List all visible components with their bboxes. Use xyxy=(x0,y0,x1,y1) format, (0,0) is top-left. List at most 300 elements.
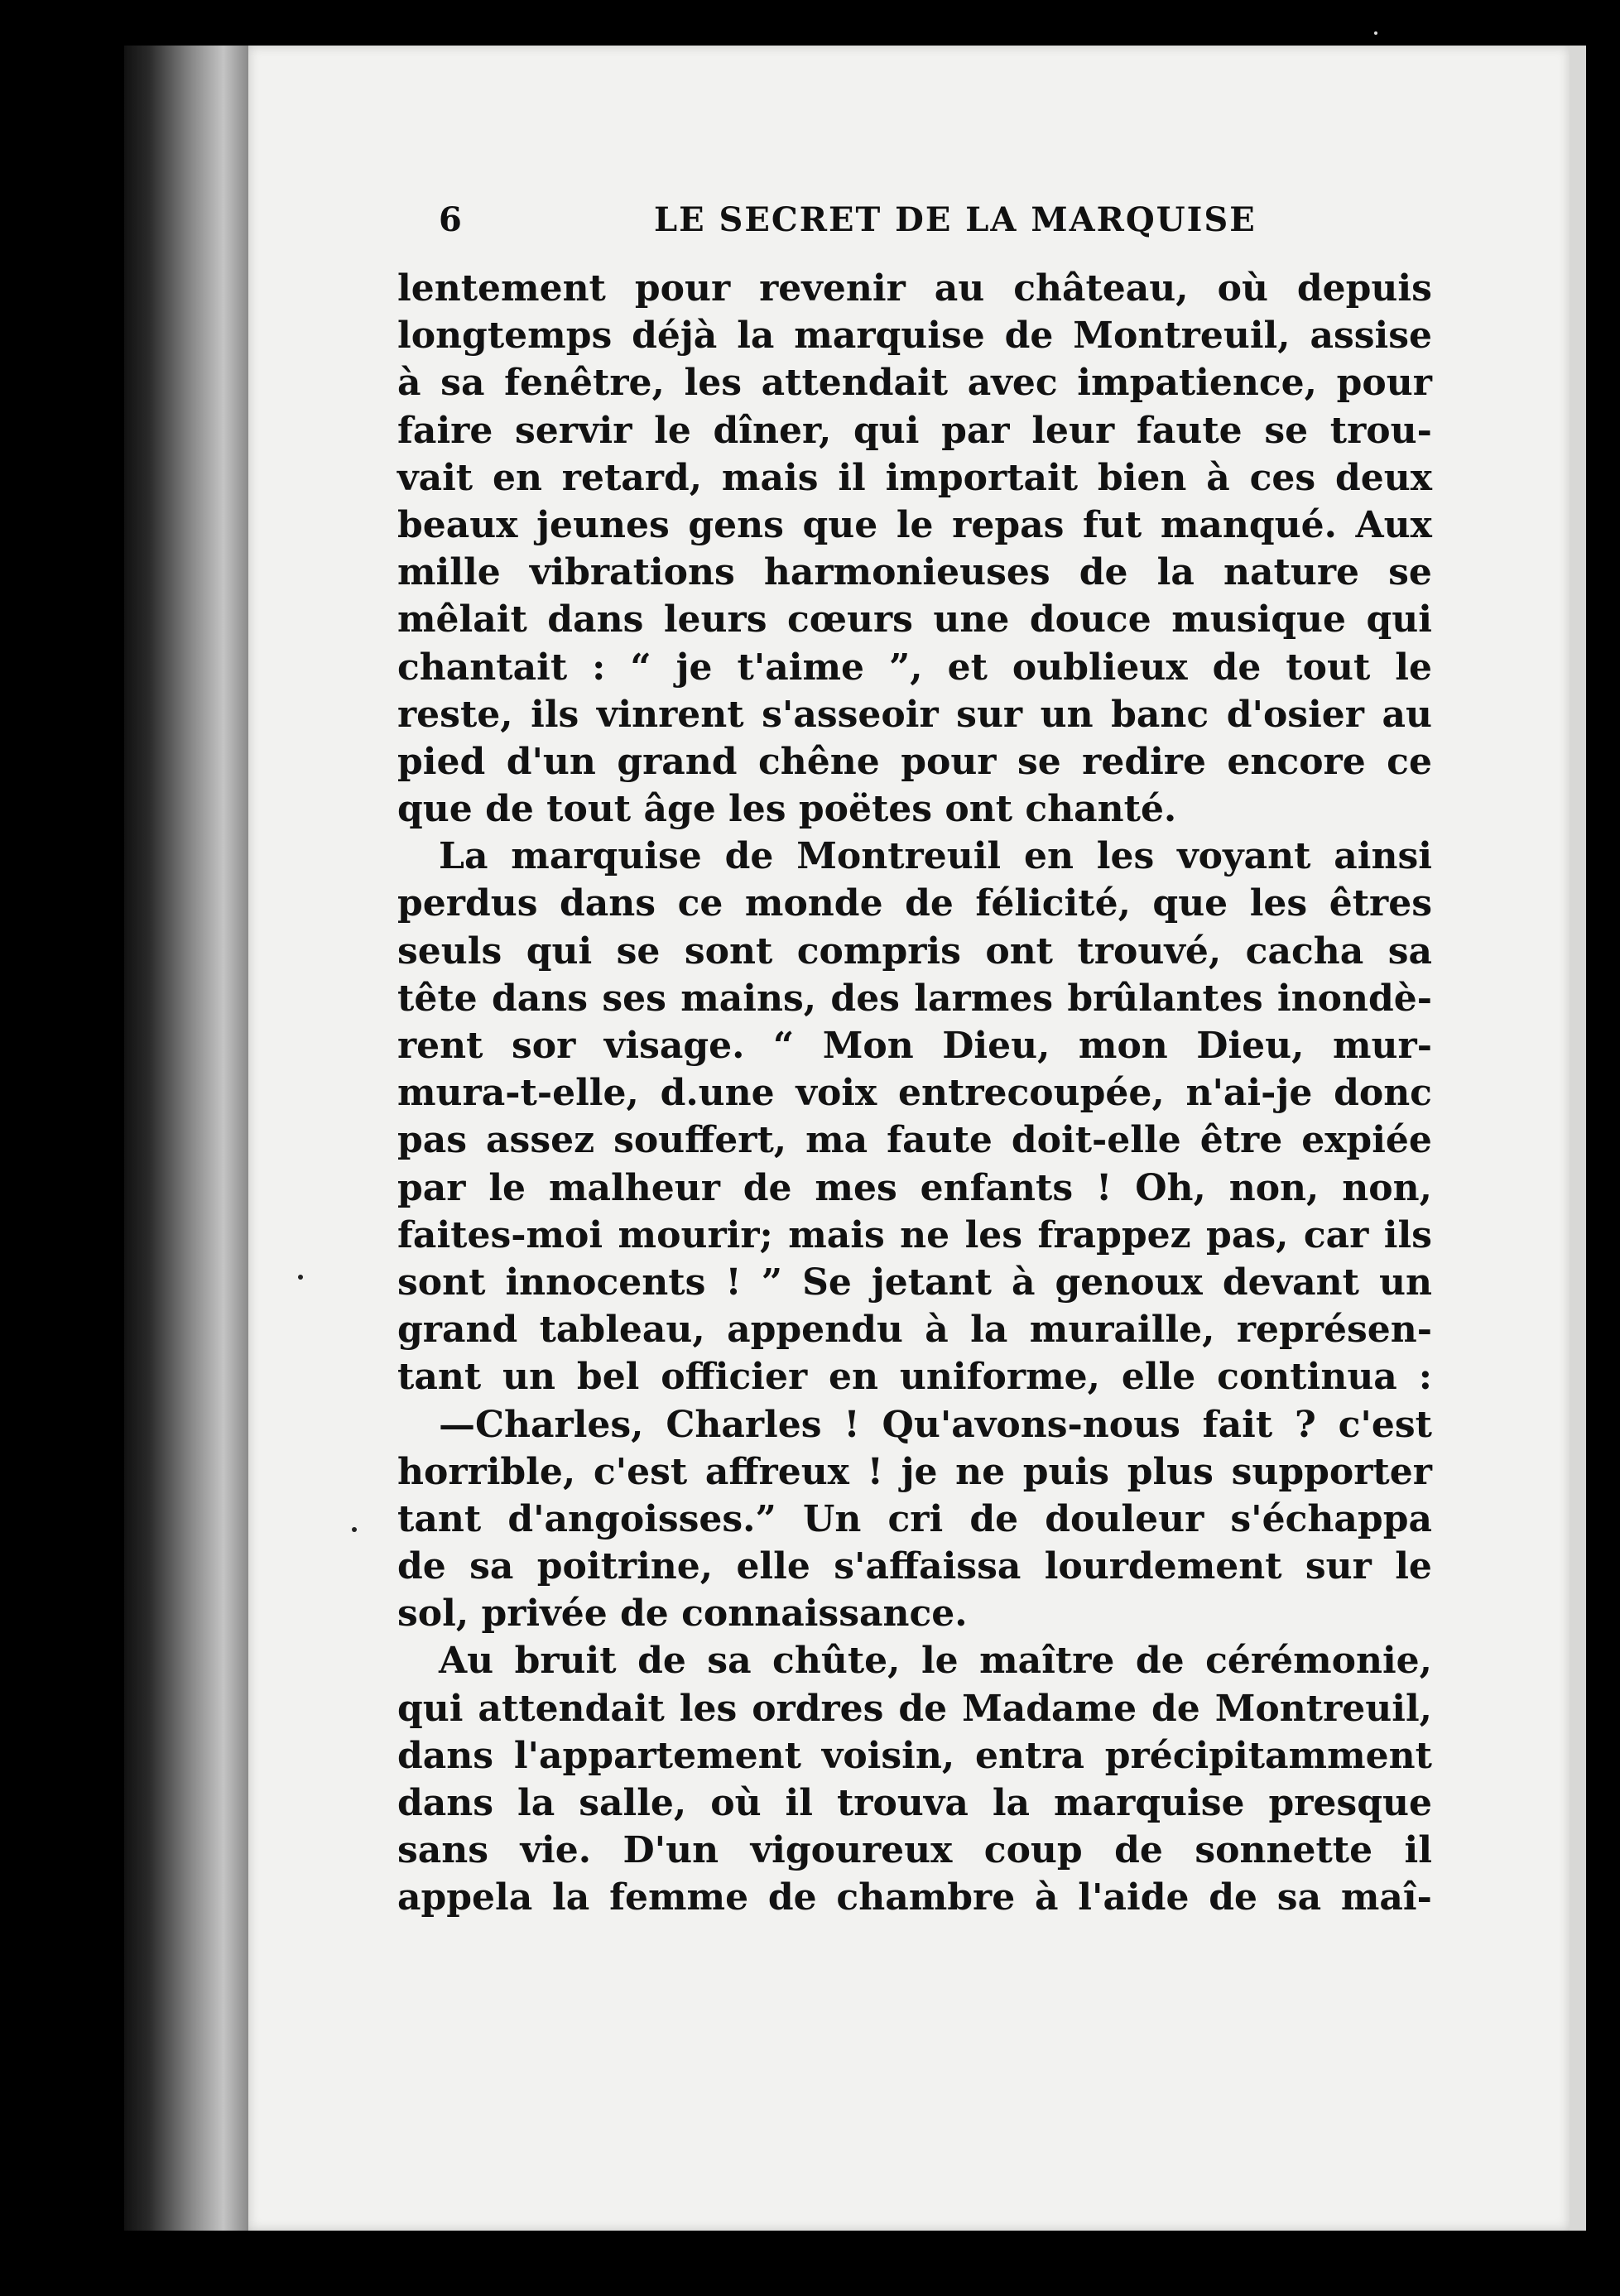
text-line xyxy=(397,1827,1432,1874)
word: de xyxy=(1079,551,1128,594)
word: s'asseoir xyxy=(762,693,939,736)
word: douleur xyxy=(1045,1497,1204,1540)
word: “ xyxy=(630,646,651,689)
word: à xyxy=(925,1309,949,1352)
word: lentement xyxy=(397,267,606,310)
word: grand xyxy=(617,740,738,783)
word: un xyxy=(502,1356,556,1399)
text-line xyxy=(397,1022,1432,1069)
text-line xyxy=(397,1448,1432,1496)
page-header xyxy=(439,200,1432,250)
word: sans xyxy=(397,1829,489,1872)
word: musique xyxy=(1171,598,1346,641)
word: encore xyxy=(1227,740,1366,783)
word: depuis xyxy=(1296,267,1432,310)
word: pas xyxy=(397,1119,468,1162)
word: les xyxy=(684,362,742,405)
page-edge xyxy=(1570,46,1586,2231)
word: ma xyxy=(805,1119,868,1162)
word: Montreuil, xyxy=(1214,1687,1432,1730)
word: la xyxy=(992,1782,1031,1824)
word: Madame xyxy=(962,1687,1137,1730)
word: devant xyxy=(1222,1261,1359,1304)
word: l'aide xyxy=(1078,1876,1190,1919)
word: marquise xyxy=(794,315,985,358)
word: Au xyxy=(439,1640,494,1683)
word: retard, xyxy=(561,456,703,499)
word: ? xyxy=(1294,1403,1316,1446)
word: la xyxy=(517,1782,555,1824)
text-line xyxy=(397,1685,1432,1732)
word: tout xyxy=(1286,646,1371,689)
text-line xyxy=(397,1353,1432,1400)
word: à xyxy=(1011,1261,1036,1304)
word: ces xyxy=(1249,456,1316,499)
word: ses xyxy=(602,977,666,1020)
word: mains, xyxy=(680,977,817,1020)
word: ne xyxy=(900,1213,950,1256)
word: donc xyxy=(1334,1072,1432,1115)
scan-speck xyxy=(1374,31,1377,35)
text-line xyxy=(397,265,1432,312)
word: expiée xyxy=(1301,1119,1432,1162)
word: Aux xyxy=(1355,503,1432,546)
word: mais xyxy=(788,1213,885,1256)
word: souffert, xyxy=(613,1119,787,1162)
word: sont xyxy=(397,1261,486,1304)
scan-speck xyxy=(352,1527,357,1532)
word: s'affaissa xyxy=(834,1545,1022,1588)
word: êtres xyxy=(1329,882,1432,925)
word: faute xyxy=(1136,409,1243,452)
word: mes xyxy=(815,1166,897,1209)
word: se xyxy=(1264,409,1309,452)
word: Dieu, xyxy=(942,1025,1050,1067)
word: en xyxy=(1023,835,1074,878)
word: où xyxy=(710,1782,762,1824)
text-line xyxy=(397,1496,1432,1543)
word: inondè- xyxy=(1276,977,1432,1020)
word: que xyxy=(1152,882,1228,925)
body-text xyxy=(397,265,1432,1922)
word: marquise xyxy=(1054,1782,1245,1824)
word: mais xyxy=(721,456,819,499)
text-line xyxy=(397,1069,1432,1117)
word: ” xyxy=(761,1261,783,1304)
word: par xyxy=(397,1166,466,1209)
word: elle xyxy=(736,1545,810,1588)
word: sont xyxy=(684,929,773,973)
word: Montreuil xyxy=(796,835,1002,878)
word: le xyxy=(488,1166,526,1209)
word: mur- xyxy=(1332,1025,1432,1067)
word: ! xyxy=(1095,1166,1113,1209)
word: jeunes xyxy=(536,503,670,546)
word: fut xyxy=(1082,503,1142,546)
word: sur xyxy=(956,693,1023,736)
word: presque xyxy=(1268,1782,1432,1824)
word: appendu xyxy=(727,1309,903,1352)
word: de xyxy=(397,1545,446,1588)
word: bruit xyxy=(514,1640,617,1683)
word: monde xyxy=(744,882,883,925)
word: vie. xyxy=(520,1829,592,1872)
word: de xyxy=(1212,646,1262,689)
word: puis xyxy=(1022,1450,1110,1493)
scan-speck xyxy=(298,1275,303,1280)
word: d'osier xyxy=(1226,693,1364,736)
text-line xyxy=(397,1117,1432,1164)
word: bel xyxy=(576,1356,640,1399)
word: les xyxy=(1249,882,1308,925)
word: que xyxy=(802,503,878,546)
word: s'échappa xyxy=(1230,1497,1432,1540)
word: ont xyxy=(985,929,1054,973)
word: au xyxy=(1382,693,1432,736)
word: banc xyxy=(1111,693,1209,736)
word: voyant xyxy=(1177,835,1311,878)
word: mura-t-elle, xyxy=(397,1072,639,1115)
word: se xyxy=(1388,551,1432,594)
text-line xyxy=(397,644,1432,691)
word: le xyxy=(1395,1545,1432,1588)
word: de xyxy=(1209,1876,1258,1919)
word: au xyxy=(934,267,985,310)
word: faute xyxy=(887,1119,993,1162)
word: voix xyxy=(796,1072,877,1115)
word: cœurs xyxy=(786,598,913,641)
word: ! xyxy=(867,1450,883,1493)
word: ordres xyxy=(752,1687,884,1730)
word: les xyxy=(964,1213,1023,1256)
text-line xyxy=(397,1874,1432,1921)
word: qui xyxy=(1366,598,1432,641)
word: à xyxy=(397,362,421,405)
word: reste, xyxy=(397,693,513,736)
word: pas, xyxy=(1206,1213,1289,1256)
word: malheur xyxy=(548,1166,720,1209)
word: appela xyxy=(397,1876,533,1919)
text-line xyxy=(397,975,1432,1022)
word: mon xyxy=(1078,1025,1168,1067)
word: supporter xyxy=(1231,1450,1432,1493)
word: où xyxy=(1217,267,1268,310)
word: entra xyxy=(974,1734,1084,1777)
word: muraille, xyxy=(1029,1309,1215,1352)
word: redire xyxy=(1082,740,1206,783)
word: importait xyxy=(885,456,1079,499)
word: un xyxy=(1378,1261,1432,1304)
text-line xyxy=(397,1780,1432,1827)
book-gutter xyxy=(124,46,248,2231)
word: Qu'avons-nous xyxy=(882,1403,1180,1446)
word: dans xyxy=(560,882,656,925)
word: de xyxy=(905,882,954,925)
word: maître xyxy=(979,1640,1115,1683)
word: trouva xyxy=(836,1782,969,1824)
word: visage. xyxy=(603,1025,745,1067)
word: les xyxy=(1096,835,1155,878)
word: tête xyxy=(397,977,478,1020)
word: non, xyxy=(1228,1166,1320,1209)
word: vait xyxy=(397,456,474,499)
word: je xyxy=(901,1450,938,1493)
word: l'appartement xyxy=(513,1734,801,1777)
word: représen- xyxy=(1236,1309,1432,1352)
word: Montreuil, xyxy=(1073,315,1291,358)
word: vigoureux xyxy=(750,1829,953,1872)
word: des xyxy=(830,977,900,1020)
word: à xyxy=(1035,1876,1059,1919)
word: précipitamment xyxy=(1104,1734,1432,1777)
word: larmes xyxy=(914,977,1054,1020)
word: : xyxy=(1418,1356,1432,1399)
word: de xyxy=(969,1497,1019,1540)
word: en xyxy=(829,1356,879,1399)
word: félicité, xyxy=(975,882,1131,925)
text-line: sol, privée de connaissance. xyxy=(397,1592,968,1636)
word: avec xyxy=(967,362,1058,405)
word: bien xyxy=(1097,456,1187,499)
word: les xyxy=(679,1687,738,1730)
word: pied xyxy=(397,740,486,783)
word: harmonieuses xyxy=(763,551,1050,594)
word: la xyxy=(1156,551,1195,594)
word: le xyxy=(654,409,691,452)
word: tant xyxy=(397,1497,482,1540)
word: ce xyxy=(677,882,723,925)
text-line xyxy=(397,880,1432,927)
word: mille xyxy=(397,551,501,594)
word: n'ai-je xyxy=(1185,1072,1313,1115)
word: officier xyxy=(661,1356,808,1399)
word: innocents xyxy=(505,1261,706,1304)
word: repas xyxy=(952,503,1065,546)
word: d'angoisses.” xyxy=(507,1497,776,1540)
text-line xyxy=(397,1732,1432,1780)
word: cacha xyxy=(1245,929,1364,973)
word: deux xyxy=(1334,456,1432,499)
word: par xyxy=(941,409,1010,452)
word: tableau, xyxy=(539,1309,705,1352)
word: de xyxy=(898,1687,948,1730)
word: coup xyxy=(983,1829,1083,1872)
word: ne xyxy=(955,1450,1006,1493)
word: tant xyxy=(397,1356,482,1399)
word: sa xyxy=(469,1545,514,1588)
word: se xyxy=(616,929,661,973)
word: servir xyxy=(515,409,632,452)
word: dans xyxy=(491,977,589,1020)
text-line: que de tout âge les poëtes ont chanté. xyxy=(397,788,1177,831)
word: trou- xyxy=(1329,409,1432,452)
word: d'un xyxy=(506,740,596,783)
word: affreux xyxy=(704,1450,849,1493)
word: leur xyxy=(1031,409,1115,452)
text-line xyxy=(397,928,1432,975)
word: pour xyxy=(634,267,731,310)
word: Dieu, xyxy=(1196,1025,1305,1067)
word: vinrent xyxy=(596,693,744,736)
word: attendait xyxy=(761,362,949,405)
text-line xyxy=(397,407,1432,454)
word: ! xyxy=(844,1403,860,1446)
word: de xyxy=(637,1640,686,1683)
word: D'un xyxy=(623,1829,719,1872)
word: faire xyxy=(397,409,493,452)
word: sa xyxy=(1387,929,1432,973)
text-line xyxy=(397,1637,1432,1684)
word: et xyxy=(947,646,988,689)
word: ce xyxy=(1387,740,1432,783)
word: qui xyxy=(526,929,593,973)
word: : xyxy=(592,646,606,689)
word: sa xyxy=(707,1640,752,1683)
word: rent xyxy=(397,1025,483,1067)
word: fenêtre, xyxy=(504,362,665,405)
word: enfants xyxy=(920,1166,1074,1209)
word: doit-elle xyxy=(1011,1119,1181,1162)
word: douce xyxy=(1029,598,1151,641)
word: faites-moi xyxy=(397,1213,603,1256)
word: chêne xyxy=(758,740,880,783)
text-line xyxy=(397,691,1432,738)
word: château, xyxy=(1013,267,1189,310)
word: sor xyxy=(511,1025,576,1067)
word: le xyxy=(896,503,934,546)
word: sur xyxy=(1305,1545,1372,1588)
word: elle xyxy=(1121,1356,1196,1399)
word: qui xyxy=(853,409,920,452)
word: continua xyxy=(1217,1356,1397,1399)
word: de xyxy=(743,1166,792,1209)
word: horrible, xyxy=(397,1450,576,1493)
text-line xyxy=(397,502,1432,549)
word: sa xyxy=(440,362,485,405)
word: de xyxy=(1151,1687,1200,1730)
word: Oh, xyxy=(1135,1166,1206,1209)
word: de xyxy=(767,1876,817,1919)
word: compris xyxy=(796,929,961,973)
word: t'aime xyxy=(737,646,865,689)
word: Charles xyxy=(666,1403,822,1446)
word: ils xyxy=(1383,1213,1432,1256)
word: dans xyxy=(397,1782,494,1824)
text-line xyxy=(397,312,1432,359)
word: cérémonie, xyxy=(1205,1640,1432,1683)
word: beaux xyxy=(397,503,518,546)
text-line xyxy=(397,596,1432,643)
page-number: 6 xyxy=(439,200,464,239)
word: ! xyxy=(725,1261,742,1304)
word: il xyxy=(785,1782,813,1824)
word: mourir; xyxy=(618,1213,773,1256)
word: seuls xyxy=(397,929,502,973)
word: je xyxy=(675,646,713,689)
word: “ xyxy=(772,1025,795,1067)
word: ils xyxy=(531,693,579,736)
word: qui xyxy=(397,1687,464,1730)
word: sonnette xyxy=(1195,1829,1373,1872)
word: chambre xyxy=(836,1876,1016,1919)
text-line xyxy=(397,1259,1432,1306)
word: oublieux xyxy=(1012,646,1188,689)
word: la xyxy=(970,1309,1008,1352)
word: ainsi xyxy=(1334,835,1432,878)
word: la xyxy=(737,315,775,358)
word: il xyxy=(1404,1829,1432,1872)
word: il xyxy=(838,456,866,499)
word: chûte, xyxy=(772,1640,901,1683)
word: Mon xyxy=(822,1025,914,1067)
word: jetant xyxy=(871,1261,992,1304)
word: marquise xyxy=(511,835,702,878)
word: grand xyxy=(397,1309,518,1352)
word: —Charles, xyxy=(439,1403,644,1446)
word: une xyxy=(933,598,1010,641)
word: poitrine, xyxy=(536,1545,714,1588)
word: le xyxy=(1395,646,1432,689)
word: femme xyxy=(609,1876,749,1919)
word: de xyxy=(1135,1640,1185,1683)
word: sa xyxy=(1276,1876,1322,1919)
word: assez xyxy=(486,1119,595,1162)
word: lourdement xyxy=(1044,1545,1282,1588)
word: La xyxy=(439,835,488,878)
word: assise xyxy=(1310,315,1432,358)
word: à xyxy=(1206,456,1230,499)
word: cri xyxy=(887,1497,944,1540)
text-line xyxy=(397,738,1432,785)
text-line xyxy=(397,1401,1432,1448)
word: maî- xyxy=(1340,1876,1432,1919)
text-line xyxy=(397,359,1432,406)
word: uniforme, xyxy=(899,1356,1100,1399)
word: manqué. xyxy=(1160,503,1337,546)
word: mêlait xyxy=(397,598,527,641)
word: se xyxy=(1017,740,1061,783)
word: Un xyxy=(802,1497,862,1540)
word: la xyxy=(552,1876,590,1919)
word: plus xyxy=(1127,1450,1214,1493)
word: de xyxy=(1004,315,1054,358)
word: le xyxy=(921,1640,959,1683)
text-line xyxy=(397,454,1432,502)
word: dîner, xyxy=(713,409,832,452)
word: leurs xyxy=(663,598,767,641)
word: déjà xyxy=(632,315,718,358)
text-line xyxy=(397,1212,1432,1259)
word: d.une xyxy=(660,1072,775,1115)
word: pour xyxy=(1336,362,1432,405)
word: attendait xyxy=(478,1687,665,1730)
word: trouvé, xyxy=(1077,929,1222,973)
text-line xyxy=(397,1306,1432,1353)
word: Se xyxy=(802,1261,852,1304)
word: brûlantes xyxy=(1067,977,1263,1020)
word: un xyxy=(1040,693,1094,736)
word: impatience, xyxy=(1077,362,1317,405)
word: dans xyxy=(547,598,644,641)
word: chantait xyxy=(397,646,568,689)
word: c'est xyxy=(593,1450,688,1493)
word: salle, xyxy=(579,1782,687,1824)
word: perdus xyxy=(397,882,538,925)
word: pour xyxy=(901,740,997,783)
text-line xyxy=(397,1543,1432,1590)
text-line xyxy=(397,833,1432,880)
word: frappez xyxy=(1037,1213,1191,1256)
